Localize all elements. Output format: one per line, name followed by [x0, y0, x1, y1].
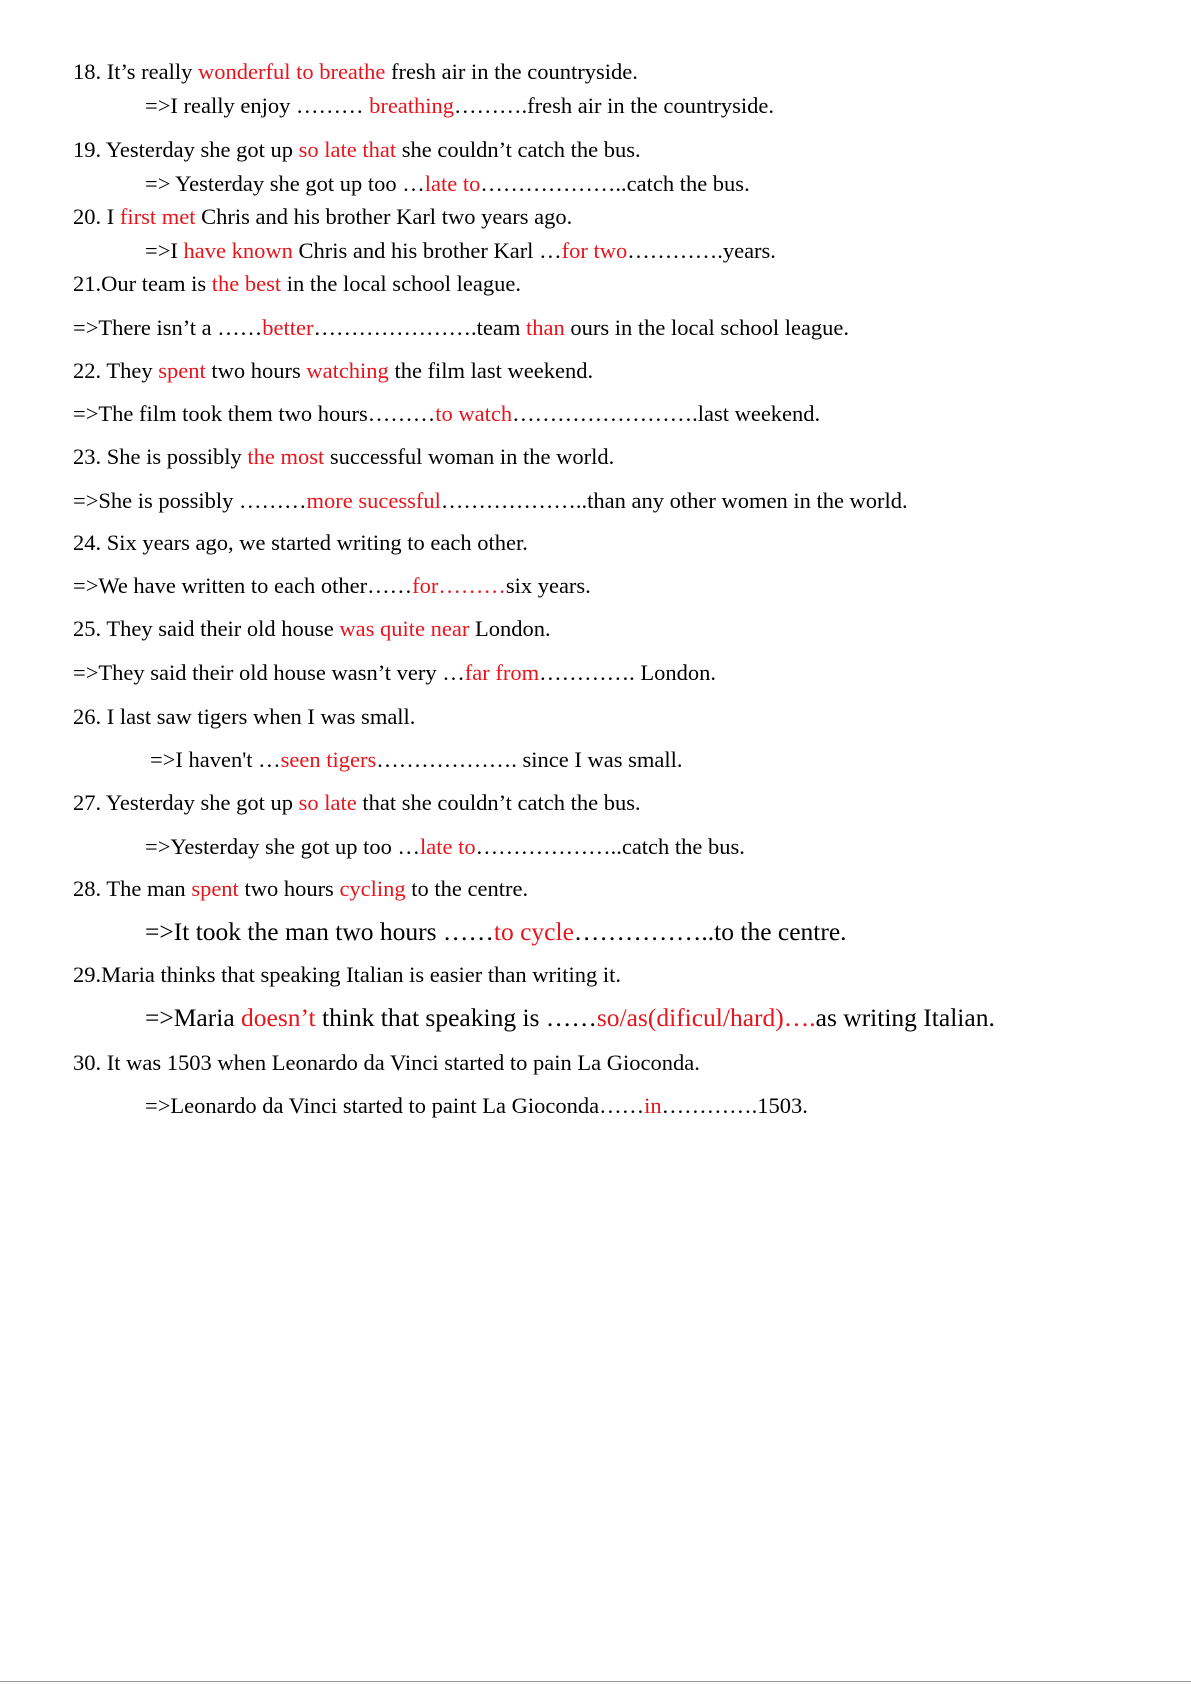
answer-highlight: have known [183, 238, 293, 263]
question-24 [73, 529, 528, 557]
answer-highlight: doesn’t [241, 1003, 316, 1032]
text-segment: =>She is possibly ……… [73, 488, 307, 513]
text-segment: =>We have written to each other…… [73, 573, 413, 598]
question-23 [73, 443, 614, 471]
answer-highlight: the best [211, 271, 282, 296]
text-segment: as writing Italian. [815, 1003, 995, 1032]
answer-29 [145, 1004, 995, 1032]
text-segment: ………………..catch the bus. [480, 171, 750, 196]
answer-highlight: watching [306, 358, 389, 383]
text-segment: fresh air in the countryside. [385, 59, 638, 84]
text-segment: ours in the local school league. [564, 315, 850, 340]
answer-highlight: seen tigers [280, 747, 377, 772]
answer-highlight: late to [419, 834, 476, 859]
text-segment: think that speaking is …… [315, 1003, 597, 1032]
answer-highlight: far from [464, 660, 540, 685]
answer-19 [145, 170, 750, 198]
text-segment: two hours [238, 876, 340, 901]
page-bottom-rule [0, 1681, 1191, 1682]
answer-highlight: late to [424, 171, 481, 196]
text-segment: ………….years. [627, 238, 776, 263]
answer-28 [145, 918, 847, 946]
text-segment: 27. Yesterday she got up [73, 790, 299, 815]
text-segment: …………………….last weekend. [512, 401, 821, 426]
text-segment: =>There isn’t a …… [73, 315, 263, 340]
text-segment: London. [469, 616, 551, 641]
text-segment: …………. London. [539, 660, 716, 685]
answer-21 [73, 314, 849, 342]
answer-20 [145, 237, 776, 265]
answer-25 [73, 659, 716, 687]
question-20 [73, 203, 572, 231]
text-segment: six years. [505, 573, 591, 598]
answer-22 [73, 400, 820, 428]
question-18 [73, 58, 638, 86]
answer-highlight: cycling [339, 876, 406, 901]
text-segment: 30. It was 1503 when Leonardo da Vinci started to pain La Gioconda. [73, 1050, 700, 1075]
text-segment: 24. Six years ago, we started writing to each other. [73, 530, 528, 555]
answer-highlight: for……… [412, 573, 506, 598]
answer-highlight: spent [158, 358, 206, 383]
text-segment: 22. They [73, 358, 159, 383]
answer-highlight: was quite near [339, 616, 470, 641]
question-29 [73, 961, 621, 989]
text-segment: ………………..catch the bus. [475, 834, 745, 859]
answer-30 [145, 1092, 808, 1120]
answer-highlight: than [526, 315, 565, 340]
text-segment: ………………….team [313, 315, 526, 340]
answer-18 [145, 92, 774, 120]
answer-highlight: so late that [298, 137, 397, 162]
text-segment: =>I really enjoy ……… [145, 93, 370, 118]
text-segment: =>Yesterday she got up too … [145, 834, 420, 859]
text-segment: that she couldn’t catch the bus. [356, 790, 641, 815]
answer-23 [73, 487, 908, 515]
question-30 [73, 1049, 700, 1077]
text-segment: successful woman in the world. [324, 444, 615, 469]
text-segment: she couldn’t catch the bus. [396, 137, 641, 162]
question-19 [73, 136, 641, 164]
text-segment: to the centre. [405, 876, 529, 901]
text-segment: Chris and his brother Karl … [292, 238, 562, 263]
answer-highlight: more sucessful [306, 488, 441, 513]
text-segment: Chris and his brother Karl two years ago. [195, 204, 573, 229]
answer-highlight: in [644, 1093, 662, 1118]
text-segment: 18. It’s really [73, 59, 198, 84]
text-segment: two hours [205, 358, 307, 383]
question-27 [73, 789, 641, 817]
text-segment: 23. She is possibly [73, 444, 248, 469]
text-segment: 21.Our team is [73, 271, 212, 296]
text-segment: ……….fresh air in the countryside. [454, 93, 774, 118]
answer-highlight: for two [561, 238, 628, 263]
text-segment: ……………..to the centre. [573, 917, 847, 946]
text-segment: =>I haven't … [150, 747, 281, 772]
text-segment: the film last weekend. [388, 358, 594, 383]
answer-26 [150, 746, 682, 774]
answer-highlight: first met [119, 204, 196, 229]
question-22 [73, 357, 593, 385]
question-25 [73, 615, 551, 643]
answer-highlight: better [262, 315, 314, 340]
text-segment: 26. I last saw tigers when I was small. [73, 704, 416, 729]
text-segment: 19. Yesterday she got up [73, 137, 299, 162]
text-segment: ………………. since I was small. [376, 747, 683, 772]
text-segment: =>It took the man two hours …… [145, 917, 494, 946]
text-segment: =>Maria [145, 1003, 242, 1032]
text-segment: ………………..than any other women in the world. [440, 488, 908, 513]
answer-highlight: wonderful to breathe [197, 59, 386, 84]
text-segment: 20. I [73, 204, 120, 229]
question-28 [73, 875, 528, 903]
answer-highlight: the most [247, 444, 325, 469]
text-segment: =>Leonardo da Vinci started to paint La Gioconda…… [145, 1093, 645, 1118]
answer-highlight: spent [191, 876, 239, 901]
answer-highlight: breathing [369, 93, 455, 118]
text-segment: =>I [145, 238, 184, 263]
answer-24 [73, 572, 591, 600]
answer-highlight: to watch [435, 401, 513, 426]
text-segment: in the local school league. [281, 271, 522, 296]
text-segment: =>They said their old house wasn’t very … [73, 660, 465, 685]
answer-highlight: to cycle [493, 917, 574, 946]
answer-highlight: so/as(dificul/hard)…. [596, 1003, 816, 1032]
text-segment: 28. The man [73, 876, 192, 901]
text-segment: => Yesterday she got up too … [145, 171, 425, 196]
text-segment: =>The film took them two hours……… [73, 401, 436, 426]
text-segment: 29.Maria thinks that speaking Italian is easier than writing it. [73, 962, 621, 987]
answer-highlight: so late [298, 790, 357, 815]
text-segment: 25. They said their old house [73, 616, 340, 641]
answer-27 [145, 833, 745, 861]
question-26 [73, 703, 415, 731]
text-segment: ………….1503. [661, 1093, 808, 1118]
question-21 [73, 270, 521, 298]
